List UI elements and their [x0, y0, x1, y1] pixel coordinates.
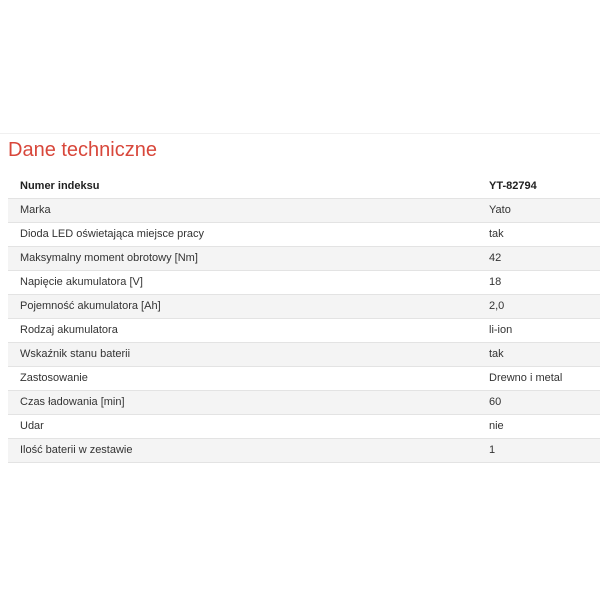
spec-row-battery-count: [8, 439, 600, 463]
spec-value: 60: [485, 391, 600, 415]
spec-table: [8, 175, 600, 463]
spec-value: 2,0: [485, 295, 600, 319]
spec-label: Udar: [8, 415, 485, 439]
spec-label: Ilość baterii w zestawie: [8, 439, 485, 463]
section-divider: [0, 133, 600, 134]
spec-label: Dioda LED oświetająca miejsce pracy: [8, 223, 485, 247]
spec-header-value: YT-82794: [485, 175, 600, 199]
spec-label: Rodzaj akumulatora: [8, 319, 485, 343]
spec-row-marka: [8, 199, 600, 223]
spec-value: tak: [485, 223, 600, 247]
spec-value: Drewno i metal: [485, 367, 600, 391]
spec-value: li-ion: [485, 319, 600, 343]
spec-row-led: [8, 223, 600, 247]
spec-row-battery-indicator: [8, 343, 600, 367]
spec-row-impact: [8, 415, 600, 439]
spec-value: tak: [485, 343, 600, 367]
spec-label: Czas ładowania [min]: [8, 391, 485, 415]
spec-label: Marka: [8, 199, 485, 223]
spec-row-application: [8, 367, 600, 391]
spec-row-capacity: [8, 295, 600, 319]
spec-label: Maksymalny moment obrotowy [Nm]: [8, 247, 485, 271]
spec-header-label: Numer indeksu: [8, 175, 485, 199]
spec-value: 42: [485, 247, 600, 271]
spec-label: Pojemność akumulatora [Ah]: [8, 295, 485, 319]
spec-value: 1: [485, 439, 600, 463]
spec-value: Yato: [485, 199, 600, 223]
spec-label: Wskaźnik stanu baterii: [8, 343, 485, 367]
spec-row-voltage: [8, 271, 600, 295]
spec-row-battery-type: [8, 319, 600, 343]
spec-value: nie: [485, 415, 600, 439]
spec-label: Zastosowanie: [8, 367, 485, 391]
section-title: Dane techniczne: [8, 139, 157, 161]
spec-row-charge-time: [8, 391, 600, 415]
spec-header-row: [8, 175, 600, 199]
spec-row-torque: [8, 247, 600, 271]
spec-value: 18: [485, 271, 600, 295]
spec-label: Napięcie akumulatora [V]: [8, 271, 485, 295]
